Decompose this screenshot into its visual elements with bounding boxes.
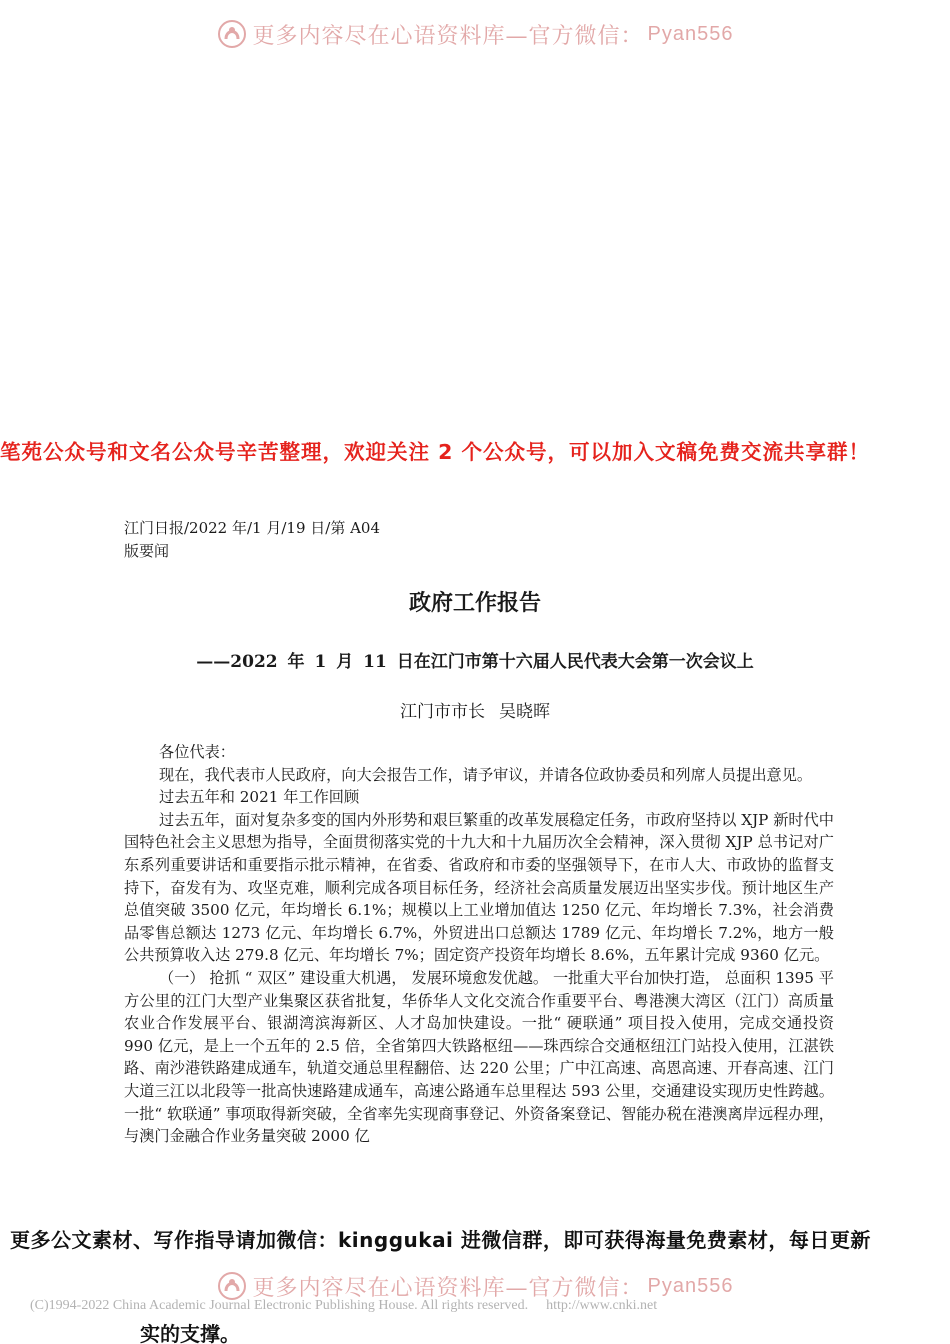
watermark-logo-icon (217, 1271, 247, 1301)
paragraph-section-1: （一） 抢抓 “ 双区” 建设重大机遇， 发展环境愈发优越。 一批重大平台加快打造， 总面积 1395 平方公里的江门大型产业集聚区获省批复，华侨华人文化交流合作重要平台、粤港澳大湾区（江门）高质量农业合作发展平台、银湖湾滨海新区、人才岛加快建设。一批“ 硬联通” 项目投入使用，完成交通投资 990 亿元，是上一个五年的 2.5 倍，全省第四大铁路枢纽——珠西综合交通枢纽江门站投入使用，江湛铁路、南沙港铁路建成通车，轨道交通总里程翻倍、达 220 公里；广中江高速、高恩高速、开春高速、江门大道三江以北段等一批高快速路建成通车，高速公路通车总里程达 593 公里，交通建设实现历史性跨越。一批“ 软联通” 事项取得新突破，全省率先实现商事登记、外资备案登记、智能办税在港澳离岸远程办理，与澳门金融合作业务量突破 2000 亿 (124, 968, 834, 1146)
promo-banner-red: 笔苑公众号和文名公众号辛苦整理，欢迎关注 2 个公众号，可以加入文稿免费交流共享群！ (0, 440, 871, 464)
promo-banner-bottom: 更多公文素材、写作指导请加微信：kinggukai 进微信群，即可获得海量免费素材，每日更新 (0, 1223, 950, 1257)
copyright-url[interactable]: http://www.cnki.net (546, 1298, 658, 1313)
paragraph-intro: 现在，我代表市人民政府，向大会报告工作，请予审议，并请各位政协委员和列席人员提出意见。 (159, 765, 813, 784)
watermark-header (0, 14, 950, 54)
source-line-1: 江门日报/2022 年/1 月/19 日/第 A04 (124, 519, 381, 537)
watermark-id: Pyan556 (647, 1274, 734, 1297)
document-subtitle: ——2022 年 1 月 11 日在江门市第十六届人民代表大会第一次会议上 (196, 652, 754, 672)
watermark-text: 更多内容尽在心语资料库—官方微信： (252, 1275, 644, 1301)
watermark-id: Pyan556 (647, 22, 734, 45)
paragraph-review: 过去五年，面对复杂多变的国内外形势和艰巨繁重的改革发展稳定任务，市政府坚持以 XJP 新时代中国特色社会主义思想为指导，全面贯彻落实党的十九大和十九届历次全会精神，深入贯彻 XJP 总书记对广东系列重要讲话和重要指示批示精神，在省委、省政府和市委的坚强领导下，在市人大、市政协的监督支持下，奋发有为、攻坚克难，顺利完成各项目标任务，经济社会高质量发展迈出坚实步伐。预计地区生产总值突破 3500 亿元，年均增长 6.1%；规模以上工业增加值达 1250 亿元、年均增长 7.3%，社会消费品零售总额达 1273 亿元、年均增长 6.7%，外贸进出口总额达 1789 亿元、年均增长 7.2%，地方一般公共预算收入达 279.8 亿元、年均增长 7%；固定资产投资年均增长 8.6%，五年累计完成 9360 亿元。 (124, 810, 834, 965)
section-heading: 过去五年和 2021 年工作回顾 (159, 788, 360, 807)
paragraph-salutation: 各位代表： (159, 743, 235, 761)
copyright-text: (C)1994-2022 China Academic Journal Electronic Publishing House. All rights reserved. (30, 1298, 529, 1313)
cutoff-text: 实的支撑。 (140, 1322, 240, 1344)
watermark-text: 更多内容尽在心语资料库—官方微信： (252, 23, 644, 49)
author-role: 江门市市长 (400, 702, 485, 722)
copyright-footer (30, 1298, 920, 1314)
watermark-logo-icon (217, 19, 247, 49)
source-line-2: 版要闻 (124, 542, 170, 560)
author-name: 吴晓晖 (499, 702, 550, 722)
source-line (124, 517, 380, 563)
author-line (0, 697, 950, 722)
report-body (124, 741, 834, 1148)
document-title: 政府工作报告 (408, 591, 541, 616)
